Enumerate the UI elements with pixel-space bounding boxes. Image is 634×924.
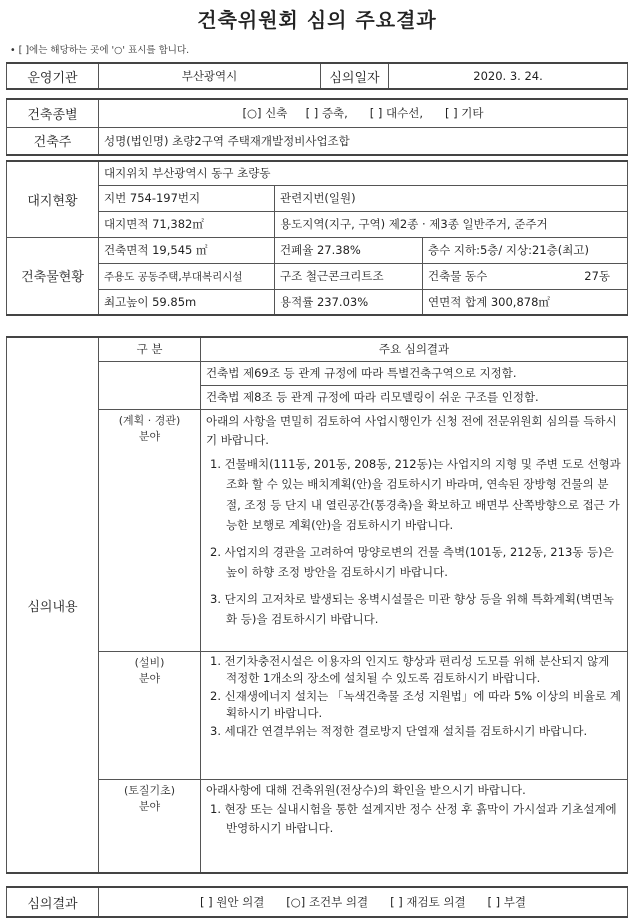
review-col-category: 구 분: [99, 337, 201, 361]
result-option-reexamine[interactable]: [ ] 재검토 의결: [390, 895, 466, 909]
result-label: 심의결과: [7, 887, 99, 917]
site-label: 대지현황: [7, 161, 99, 237]
type-option-other[interactable]: [ ] 기타: [444, 106, 484, 121]
building-count-label: 건축물 동수: [428, 269, 488, 283]
equip-category: [99, 651, 201, 779]
plan-category-line2: 분야: [138, 429, 161, 443]
org-label: 운영기관: [7, 63, 99, 89]
plan-category-line1: (계획 · 경관): [118, 413, 181, 427]
plan-intro: 아래의 사항을 면밀히 검토하여 사업시행인가 신청 전에 전문위원회 심의를 득하시기 바랍니다.: [206, 413, 617, 447]
review-row-special-zone: 건축법 제69조 등 관계 규정에 따라 특별건축구역으로 지정함.: [201, 361, 628, 385]
building-count: [423, 263, 628, 289]
site-area: 대지면적 71,382㎡: [99, 211, 275, 237]
equip-content: [201, 651, 628, 779]
soil-category: [99, 779, 201, 873]
site-lot: 지번 754-197번지: [99, 185, 275, 211]
building-floors: 층수 지하:5층/ 지상:21층(최고): [423, 237, 628, 263]
date-value: 2020. 3. 24.: [389, 63, 628, 89]
owner-value: 성명(법인명) 초량2구역 주택재개발정비사업조합: [99, 127, 628, 155]
equip-category-line2: 분야: [138, 671, 161, 685]
review-table: [6, 336, 628, 874]
building-coverage: 건폐율 27.38%: [275, 237, 423, 263]
review-row-remodeling: 건축법 제8조 등 관계 규정에 따라 리모델링이 쉬운 구조를 인정함.: [201, 385, 628, 409]
org-value: 부산광역시: [99, 63, 321, 89]
building-count-value: 27동: [584, 269, 610, 283]
building-structure: 구조 철근콘크리트조: [275, 263, 423, 289]
equip-item: 3. 세대간 연결부위는 적정한 결로방지 단열재 설치를 검토하시기 바랍니다.: [210, 723, 588, 738]
result-option-conditional[interactable]: [○] 조건부 의결: [286, 895, 369, 909]
building-use: 주용도 공동주택,부대복리시설: [99, 263, 275, 289]
result-table: [6, 886, 628, 918]
plan-category: [99, 409, 201, 651]
building-height: 최고높이 59.85m: [99, 289, 275, 315]
soil-content: [201, 779, 628, 873]
soil-item: 1. 현장 또는 실내시험을 통한 설계지반 정수 산정 후 흙막이 가시설과 기초설계에 반영하시기 바랍니다.: [210, 801, 617, 835]
plan-content: [201, 409, 628, 651]
instruction-note: • [ ]에는 해당하는 곳에 '○' 표시를 합니다.: [10, 45, 190, 56]
date-label: 심의일자: [321, 63, 389, 89]
soil-category-line1: (토질기초): [123, 783, 176, 797]
soil-category-line2: 분야: [138, 799, 161, 813]
result-option-original[interactable]: [ ] 원안 의결: [199, 895, 265, 909]
owner-label: 건축주: [7, 127, 99, 155]
result-option-reject[interactable]: [ ] 부결: [487, 895, 527, 909]
plan-item: 1. 건물배치(111동, 201동, 208동, 212동)는 사업지의 지형 및 주변 도로 선형과 조화 할 수 있는 배치계획(안)을 검토하시기 바라며, 연속된 장방형 건물의 분절, 조정 등 단지 내 열린공간(통경축)을 확보하고 배면부 산쪽방향으로 접근 가능한 보행로 계획(안)을 검토하시기 바랍니다.: [210, 456, 621, 532]
site-location: 대지위치 부산광역시 동구 초량동: [99, 161, 628, 185]
site-zone: 용도지역(지구, 구역) 제2종 · 제3종 일반주거, 준주거: [275, 211, 628, 237]
type-option-new[interactable]: [○] 신축: [242, 106, 288, 121]
site-building-table: [6, 160, 628, 316]
header-table: [6, 62, 628, 90]
building-total-area: 연면적 합계 300,878㎡: [423, 289, 628, 315]
type-owner-table: [6, 98, 628, 156]
equip-item: 2. 신재생에너지 설치는 「녹색건축물 조성 지원법」에 따라 5% 이상의 비율로 계획하시기 바랍니다.: [210, 688, 621, 720]
building-far: 용적률 237.03%: [275, 289, 423, 315]
soil-intro: 아래사항에 대해 건축위원(전상수)의 확인을 받으시기 바랍니다.: [206, 782, 526, 797]
equip-category-line1: (설비): [134, 655, 165, 669]
building-build-area: 건축면적 19,545 ㎡: [99, 237, 275, 263]
type-options: [99, 99, 628, 127]
type-option-major-repair[interactable]: [ ] 대수선,: [369, 106, 424, 121]
type-label: 건축종별: [7, 99, 99, 127]
page-title: 건축위원회 심의 주요결과: [197, 8, 437, 32]
review-col-results: 주요 심의결과: [201, 337, 628, 361]
site-related: 관련지번(일원): [275, 185, 628, 211]
review-general-category: [99, 361, 201, 409]
plan-item: 3. 단지의 고저차로 발생되는 옹벽시설물은 미관 향상 등을 위해 특화계획(벽면녹화 등)을 검토하시기 바랍니다.: [210, 591, 614, 626]
equip-item: 1. 전기차충전시설은 이용자의 인지도 향상과 편리성 도모를 위해 분산되지 않게 적정한 1개소의 장소에 설치될 수 있도록 검토하시기 바랍니다.: [210, 653, 610, 685]
review-label: 심의내용: [7, 337, 99, 873]
building-label: 건축물현황: [7, 237, 99, 315]
type-option-extension[interactable]: [ ] 증축,: [305, 106, 348, 121]
result-options: [99, 887, 628, 917]
plan-item: 2. 사업지의 경관을 고려하여 망양로변의 건물 측벽(101동, 212동, 213동 등)은 높이 하향 조정 방안을 검토하시기 바랍니다.: [210, 544, 614, 579]
